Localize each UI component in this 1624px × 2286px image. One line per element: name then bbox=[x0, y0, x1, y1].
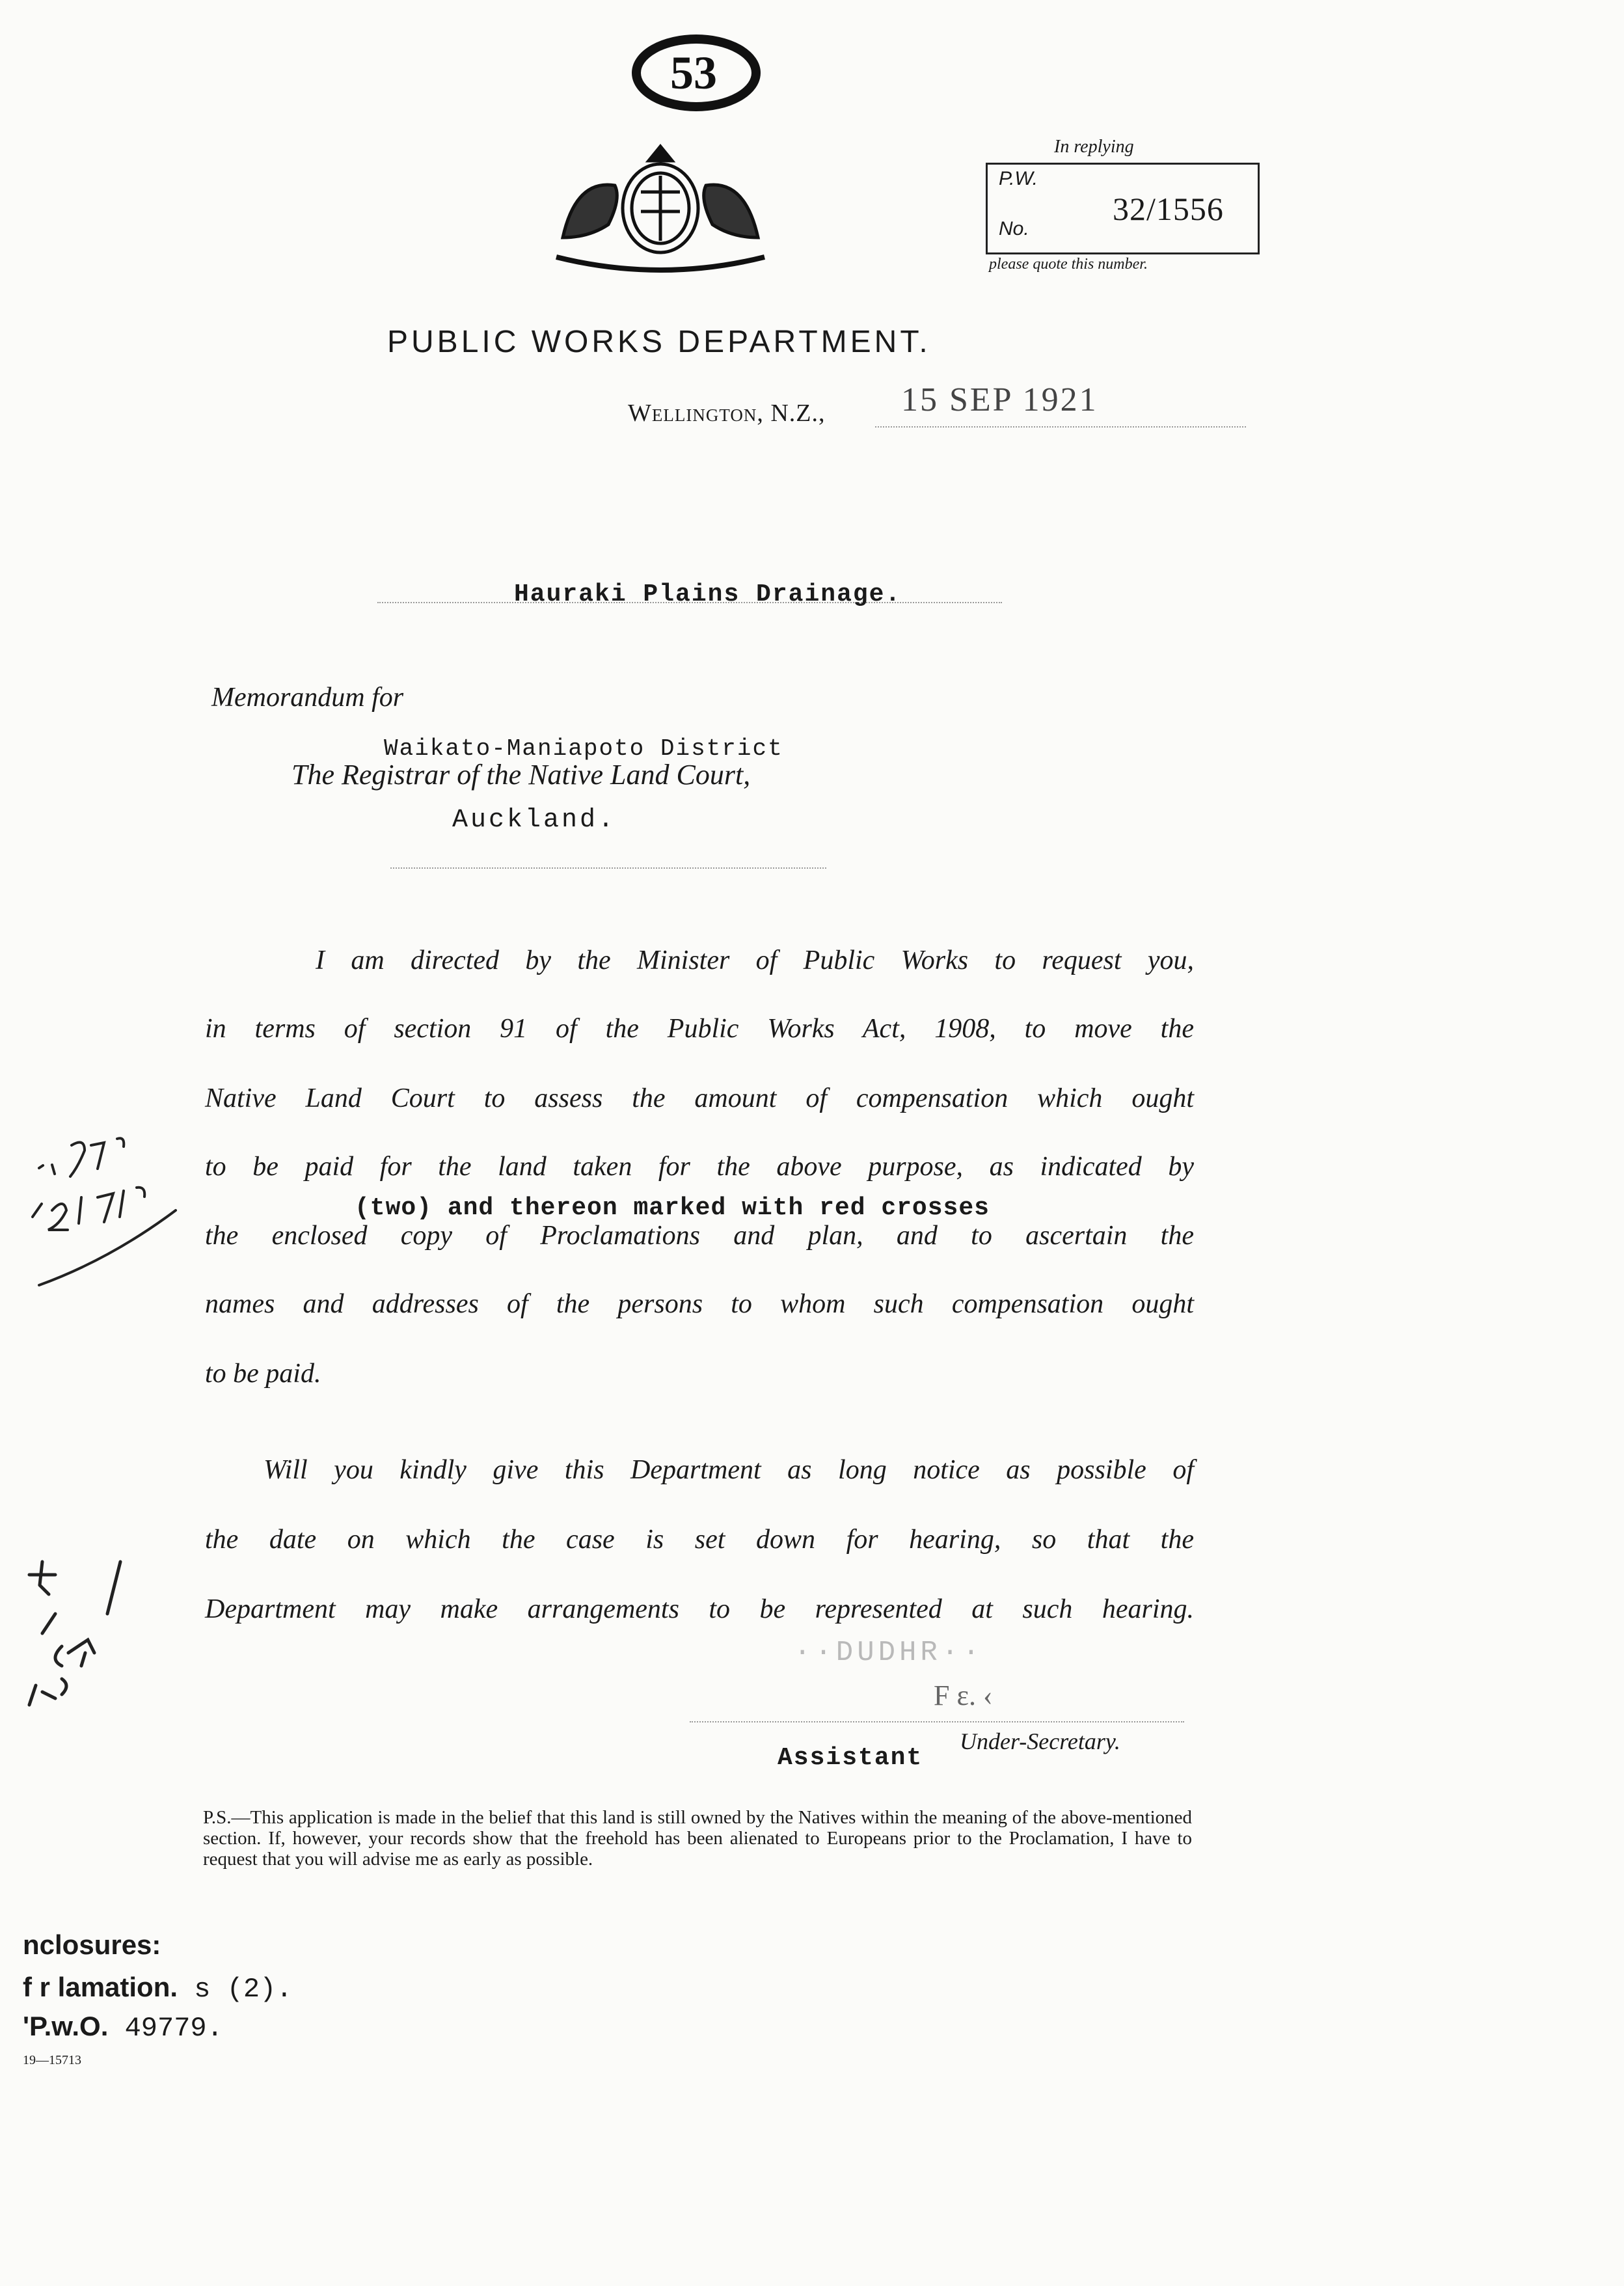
signature-dotted-line bbox=[690, 1721, 1184, 1722]
addressee-typed-insert: Waikato-Maniapoto District bbox=[384, 735, 783, 762]
body-para2-line: Will you kindly give this Department as long notice as possible of bbox=[264, 1455, 1194, 1485]
faint-stamp-mark: ··DUDHR·· bbox=[794, 1637, 984, 1669]
date-stamp: 15 SEP 1921 bbox=[901, 381, 1098, 418]
reference-pw-label: P.W. bbox=[999, 168, 1038, 189]
body-para1-line: to be paid for the land taken for the above purpose, as indicated by bbox=[205, 1152, 1194, 1182]
enclosure-item-label: 'P.w.O. bbox=[23, 2011, 109, 2041]
body-para1-line: to be paid. bbox=[205, 1359, 321, 1389]
department-heading: PUBLIC WORKS DEPARTMENT. bbox=[387, 325, 931, 359]
enclosure-item-proclamations bbox=[23, 1972, 293, 2005]
handwritten-initials-icon bbox=[16, 1555, 146, 1724]
signatory-assistant-typed: Assistant bbox=[778, 1744, 923, 1772]
body-para1-line: in terms of section 91 of the Public Works Act, 1908, to move the bbox=[205, 1014, 1194, 1044]
printer-code: 19—15713 bbox=[23, 2053, 81, 2067]
enclosure-item-pwo bbox=[23, 2011, 223, 2044]
handwritten-margin-note-icon bbox=[26, 1119, 195, 1301]
body-para1-line: I am directed by the Minister of Public Works to request you, bbox=[316, 946, 1194, 975]
enclosure-item-value: 49779. bbox=[124, 2013, 223, 2044]
body-para1-line: names and addresses of the persons to whom such compensation ought bbox=[205, 1289, 1194, 1319]
signatory-title: Under-Secretary. bbox=[960, 1728, 1120, 1754]
body-para2-line: Department may make arrangements to be represented at such hearing. bbox=[205, 1594, 1194, 1624]
royal-coat-of-arms-icon bbox=[543, 140, 778, 277]
subject-line: Hauraki Plains Drainage. bbox=[514, 580, 902, 608]
reference-caption-top: In replying bbox=[1054, 137, 1134, 157]
addressee-line: The Registrar of the Native Land Court, bbox=[291, 759, 751, 791]
body-para1-line: the enclosed copy of Proclamations and plan, and to ascertain the bbox=[205, 1221, 1194, 1251]
signature-initials-mark: F ε. ‹ bbox=[934, 1680, 993, 1711]
body-para2-line: the date on which the case is set down for hearing, so that the bbox=[205, 1525, 1194, 1555]
folio-number-mark bbox=[625, 26, 768, 117]
folio-number-text: 53 bbox=[670, 47, 717, 99]
reference-number: 32/1556 bbox=[1113, 191, 1224, 227]
enclosures-label: nclosures: bbox=[23, 1929, 161, 1960]
reference-no-label: No. bbox=[999, 218, 1029, 239]
typed-insert-red-crosses: (two) and thereon marked with red crosses bbox=[355, 1194, 990, 1222]
body-para1-line: Native Land Court to assess the amount of compensation which ought bbox=[205, 1083, 1194, 1113]
reference-caption-bottom: please quote this number. bbox=[989, 256, 1148, 273]
place-line: Wellington, N.Z., bbox=[628, 400, 826, 427]
addressee-city: Auckland. bbox=[452, 806, 617, 835]
date-dotted-line bbox=[875, 426, 1246, 428]
enclosure-item-value: s (2). bbox=[194, 1974, 293, 2005]
postscript-paragraph: P.S.—This application is made in the belief that this land is still owned by the Natives within the meaning of the above-mentioned section. If, however, your records show that the freehold has been alienated to Europeans prior to the Proclamation, I have to request that you will advise me as early as possible. bbox=[203, 1807, 1192, 1870]
address-dotted-line bbox=[390, 867, 826, 869]
memo-label: Memorandum for bbox=[211, 683, 404, 713]
enclosure-item-label: f r lamation. bbox=[23, 1972, 178, 2002]
